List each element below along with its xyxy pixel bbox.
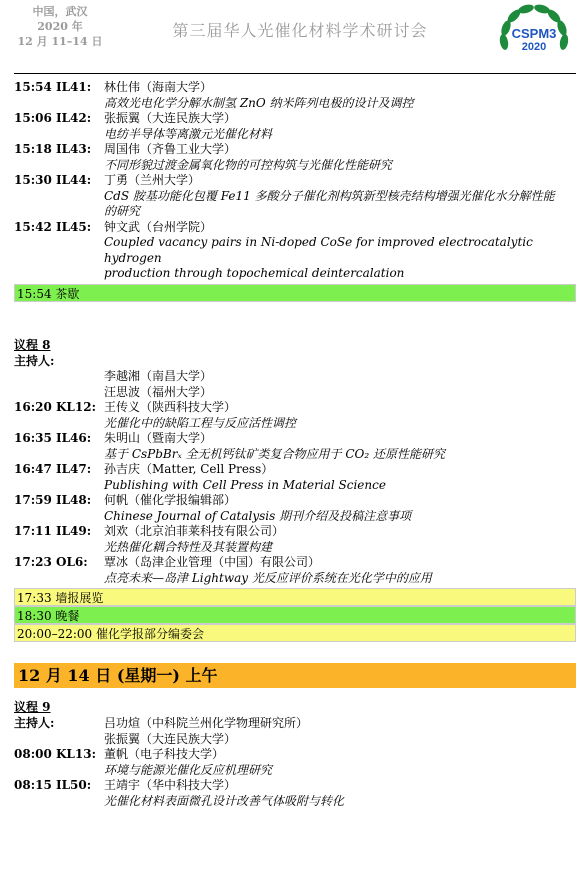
session-9-hosts: [14, 716, 576, 732]
talk-title: Publishing with Cell Press in Material Science: [104, 477, 386, 492]
session-9-talks: [14, 747, 576, 809]
talk-time-label: 15:06 IL42:: [14, 111, 92, 125]
schedule: [14, 80, 576, 809]
talk-title: 光催化中的缺陷工程与反应活性调控: [104, 415, 297, 430]
talk-time-label: 08:00 KL13:: [14, 747, 97, 761]
speaker-name: 钟文武（台州学院）: [104, 219, 213, 234]
talk-time-label: 08:15 IL50:: [14, 778, 92, 792]
talk-time-label: 17:23 OL6:: [14, 555, 88, 569]
session-8-title: 议程 8: [14, 337, 51, 352]
logo-text: CSPM3: [511, 26, 557, 41]
talk-time-label: 15:30 IL44:: [14, 173, 92, 187]
talk-entry: [14, 111, 576, 127]
host-label: 主持人:: [14, 353, 55, 368]
talk-time-label: 17:59 IL48:: [14, 493, 92, 507]
talk-title: 环境与能源光催化反应机理研究: [104, 762, 273, 777]
talk-title: CdS 胺基功能化包覆 Fe11 多酸分子催化剂构筑新型核壳结构增强光催化水分解性能: [104, 188, 555, 203]
talk-entry: [14, 80, 576, 96]
talk-title: 不同形貌过渡金属氧化物的可控构筑与光催化性能研究: [104, 157, 393, 172]
speaker-name: 王靖宇（华中科技大学）: [104, 778, 237, 792]
day-header: 12 月 14 日 (星期一) 上午: [14, 663, 576, 688]
session-8-hosts: [14, 354, 576, 370]
speaker-name: 林仕伟（海南大学）: [104, 80, 213, 94]
speaker-name: 孙吉庆（Matter, Cell Press）: [104, 462, 274, 476]
speaker-name: 张振翼（大连民族大学）: [104, 111, 237, 125]
speaker-name: 王传义（陕西科技大学）: [104, 400, 237, 414]
speaker-name: 丁勇（兰州大学）: [104, 173, 201, 187]
talk-entry: [14, 173, 576, 189]
host-name: 吕功煊（中科院兰州化学物理研究所）: [104, 716, 309, 730]
header-divider: [14, 73, 576, 74]
host-name: 李越湘（南昌大学）: [104, 369, 213, 383]
talk-entry: [14, 142, 576, 158]
evening-bands: [14, 588, 576, 642]
talk-time-label: 16:20 KL12:: [14, 400, 97, 414]
talk-entry: [14, 493, 576, 509]
talk-time-label: 15:54 IL41:: [14, 80, 92, 94]
talk-title: 基于 CsPbBrₓ 全无机钙钛矿类复合物应用于 CO₂ 还原性能研究: [104, 446, 445, 461]
talk-title: Chinese Journal of Catalysis 期刊介绍及投稿注意事项: [104, 508, 412, 523]
talk-title: production through topochemical deintercalation: [104, 266, 405, 280]
talk-title: 的研究: [104, 204, 141, 218]
session-8-talks: [14, 400, 576, 586]
host-name: 张振翼（大连民族大学）: [104, 731, 237, 746]
talk-entry: [14, 462, 576, 478]
talk-entry: [14, 400, 576, 416]
session-7-talks: [14, 80, 576, 282]
speaker-name: 覃冰（岛津企业管理（中国）有限公司）: [104, 555, 321, 569]
talk-title: 光催化材料表面微孔设计改善气体吸附与转化: [104, 793, 345, 808]
talk-entry: [14, 220, 576, 236]
talk-time-label: 15:42 IL45:: [14, 219, 92, 234]
conference-title: 第三届华人光催化材料学术研讨会: [172, 21, 428, 40]
talk-title: 点亮未来—岛津 Lightway 光反应评价系统在光化学中的应用: [104, 570, 432, 585]
schedule-band: 18:30 晚餐: [14, 606, 576, 624]
talk-title: 高效光电化学分解水制氢 ZnO 纳米阵列电极的设计及调控: [104, 95, 414, 110]
talk-title: 电纺半导体等离激元光催化材料: [104, 126, 273, 141]
speaker-name: 何帆（催化学报编辑部）: [104, 493, 237, 507]
speaker-name: 周国伟（齐鲁工业大学）: [104, 142, 237, 156]
header-location: [0, 4, 120, 49]
speaker-name: 朱明山（暨南大学）: [104, 431, 213, 445]
talk-entry: [14, 524, 576, 540]
host-name: 汪思波（福州大学）: [104, 384, 213, 399]
session-9-title: 议程 9: [14, 700, 51, 714]
talk-time-label: 16:35 IL46:: [14, 431, 92, 445]
talk-time-label: 16:47 IL47:: [14, 462, 92, 476]
talk-entry: [14, 778, 576, 794]
talk-title: 光热催化耦合特性及其装置构建: [104, 539, 273, 554]
talk-time-label: 17:11 IL49:: [14, 524, 92, 538]
schedule-band: 17:33 墙报展览: [14, 588, 576, 606]
break-band: 15:54 茶歇: [14, 284, 576, 302]
header-year: 2020 年: [37, 20, 83, 33]
host-label: 主持人:: [14, 716, 55, 730]
logo-year: 2020: [521, 41, 547, 53]
speaker-name: 董帆（电子科技大学）: [104, 747, 225, 761]
speaker-name: 刘欢（北京泊菲莱科技有限公司）: [104, 524, 285, 538]
talk-entry: [14, 431, 576, 447]
talk-title: Coupled vacancy pairs in Ni-doped CoSe for improved electrocatalytic hydrogen: [104, 235, 533, 265]
header-city: 中国，武汉: [32, 5, 88, 18]
schedule-band: 20:00–22:00 催化学报部分编委会: [14, 624, 576, 642]
talk-entry: [14, 747, 576, 763]
talk-time-label: 15:18 IL43:: [14, 142, 92, 156]
header-dates: 12 月 11–14 日: [17, 35, 103, 48]
talk-entry: [14, 555, 576, 571]
